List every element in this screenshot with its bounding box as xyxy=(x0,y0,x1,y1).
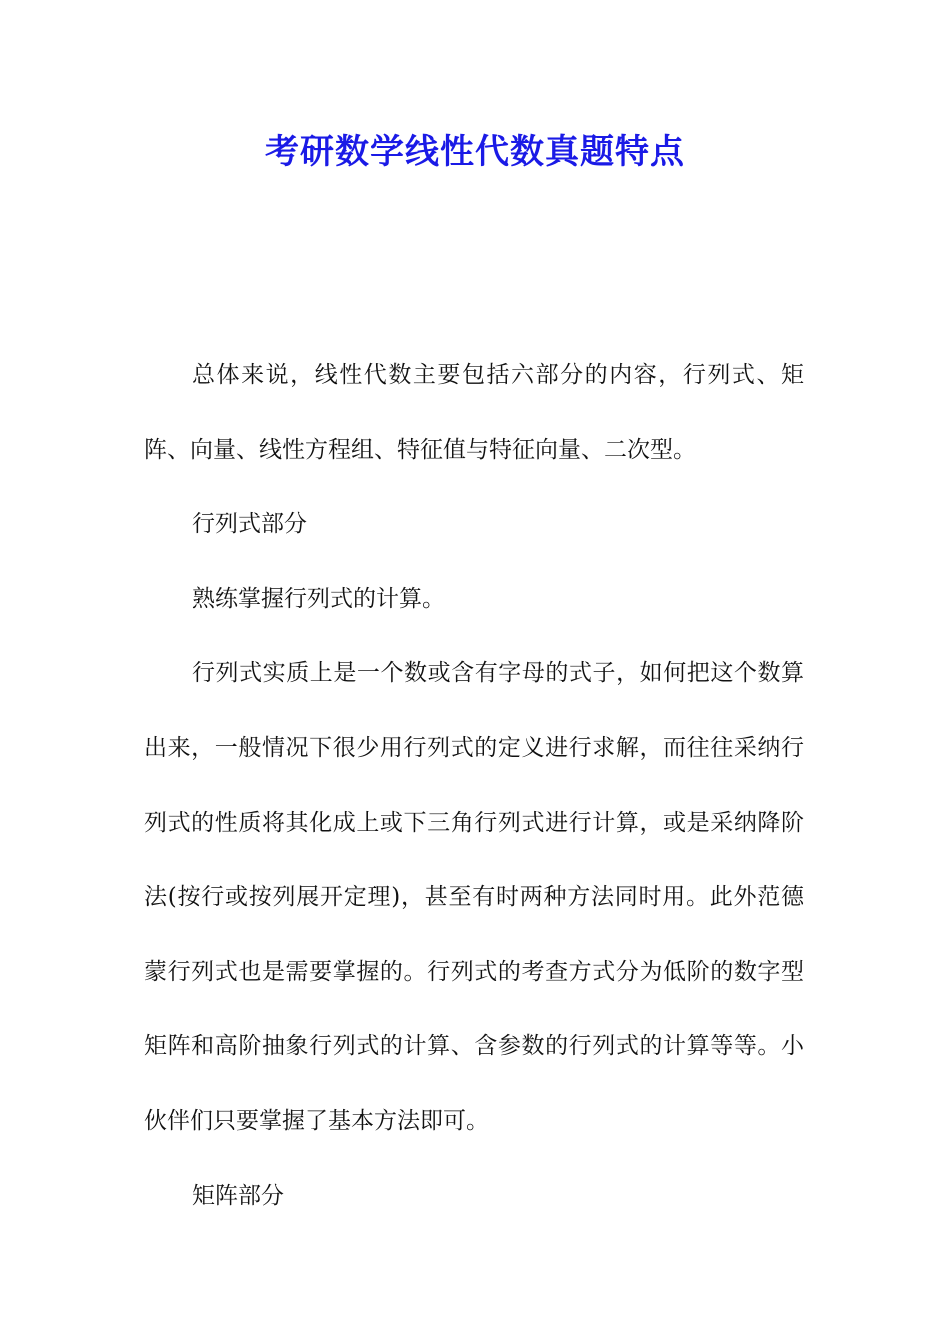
document-body xyxy=(144,338,804,1233)
section-heading-determinant: 行列式部分 xyxy=(192,511,307,538)
section-heading-matrix: 矩阵部分 xyxy=(192,1182,284,1209)
paragraph-determinant-detail: 行列式实质上是一个数或含有字母的式子，如何把这个数算出来，一般情况下很少用行列式的定义进行求解，而往往采纳行列式的性质将其化成上或下三角行列式进行计算，或是采纳降阶法(按行或按列展开定理)，甚至有时两种方法同时用。此外范德蒙行列式也是需要掌握的。行列式的考查方式分为低阶的数字型矩阵和高阶抽象行列式的计算、含参数的行列式的计算等等。小伙伴们只要掌握了基本方法即可。 xyxy=(144,660,804,1134)
page-title: 考研数学线性代数真题特点 xyxy=(265,132,685,172)
paragraph-determinant-summary: 熟练掌握行列式的计算。 xyxy=(192,585,445,612)
paragraph-intro: 总体来说，线性代数主要包括六部分的内容，行列式、矩阵、向量、线性方程组、特征值与特征向量、二次型。 xyxy=(144,362,804,463)
